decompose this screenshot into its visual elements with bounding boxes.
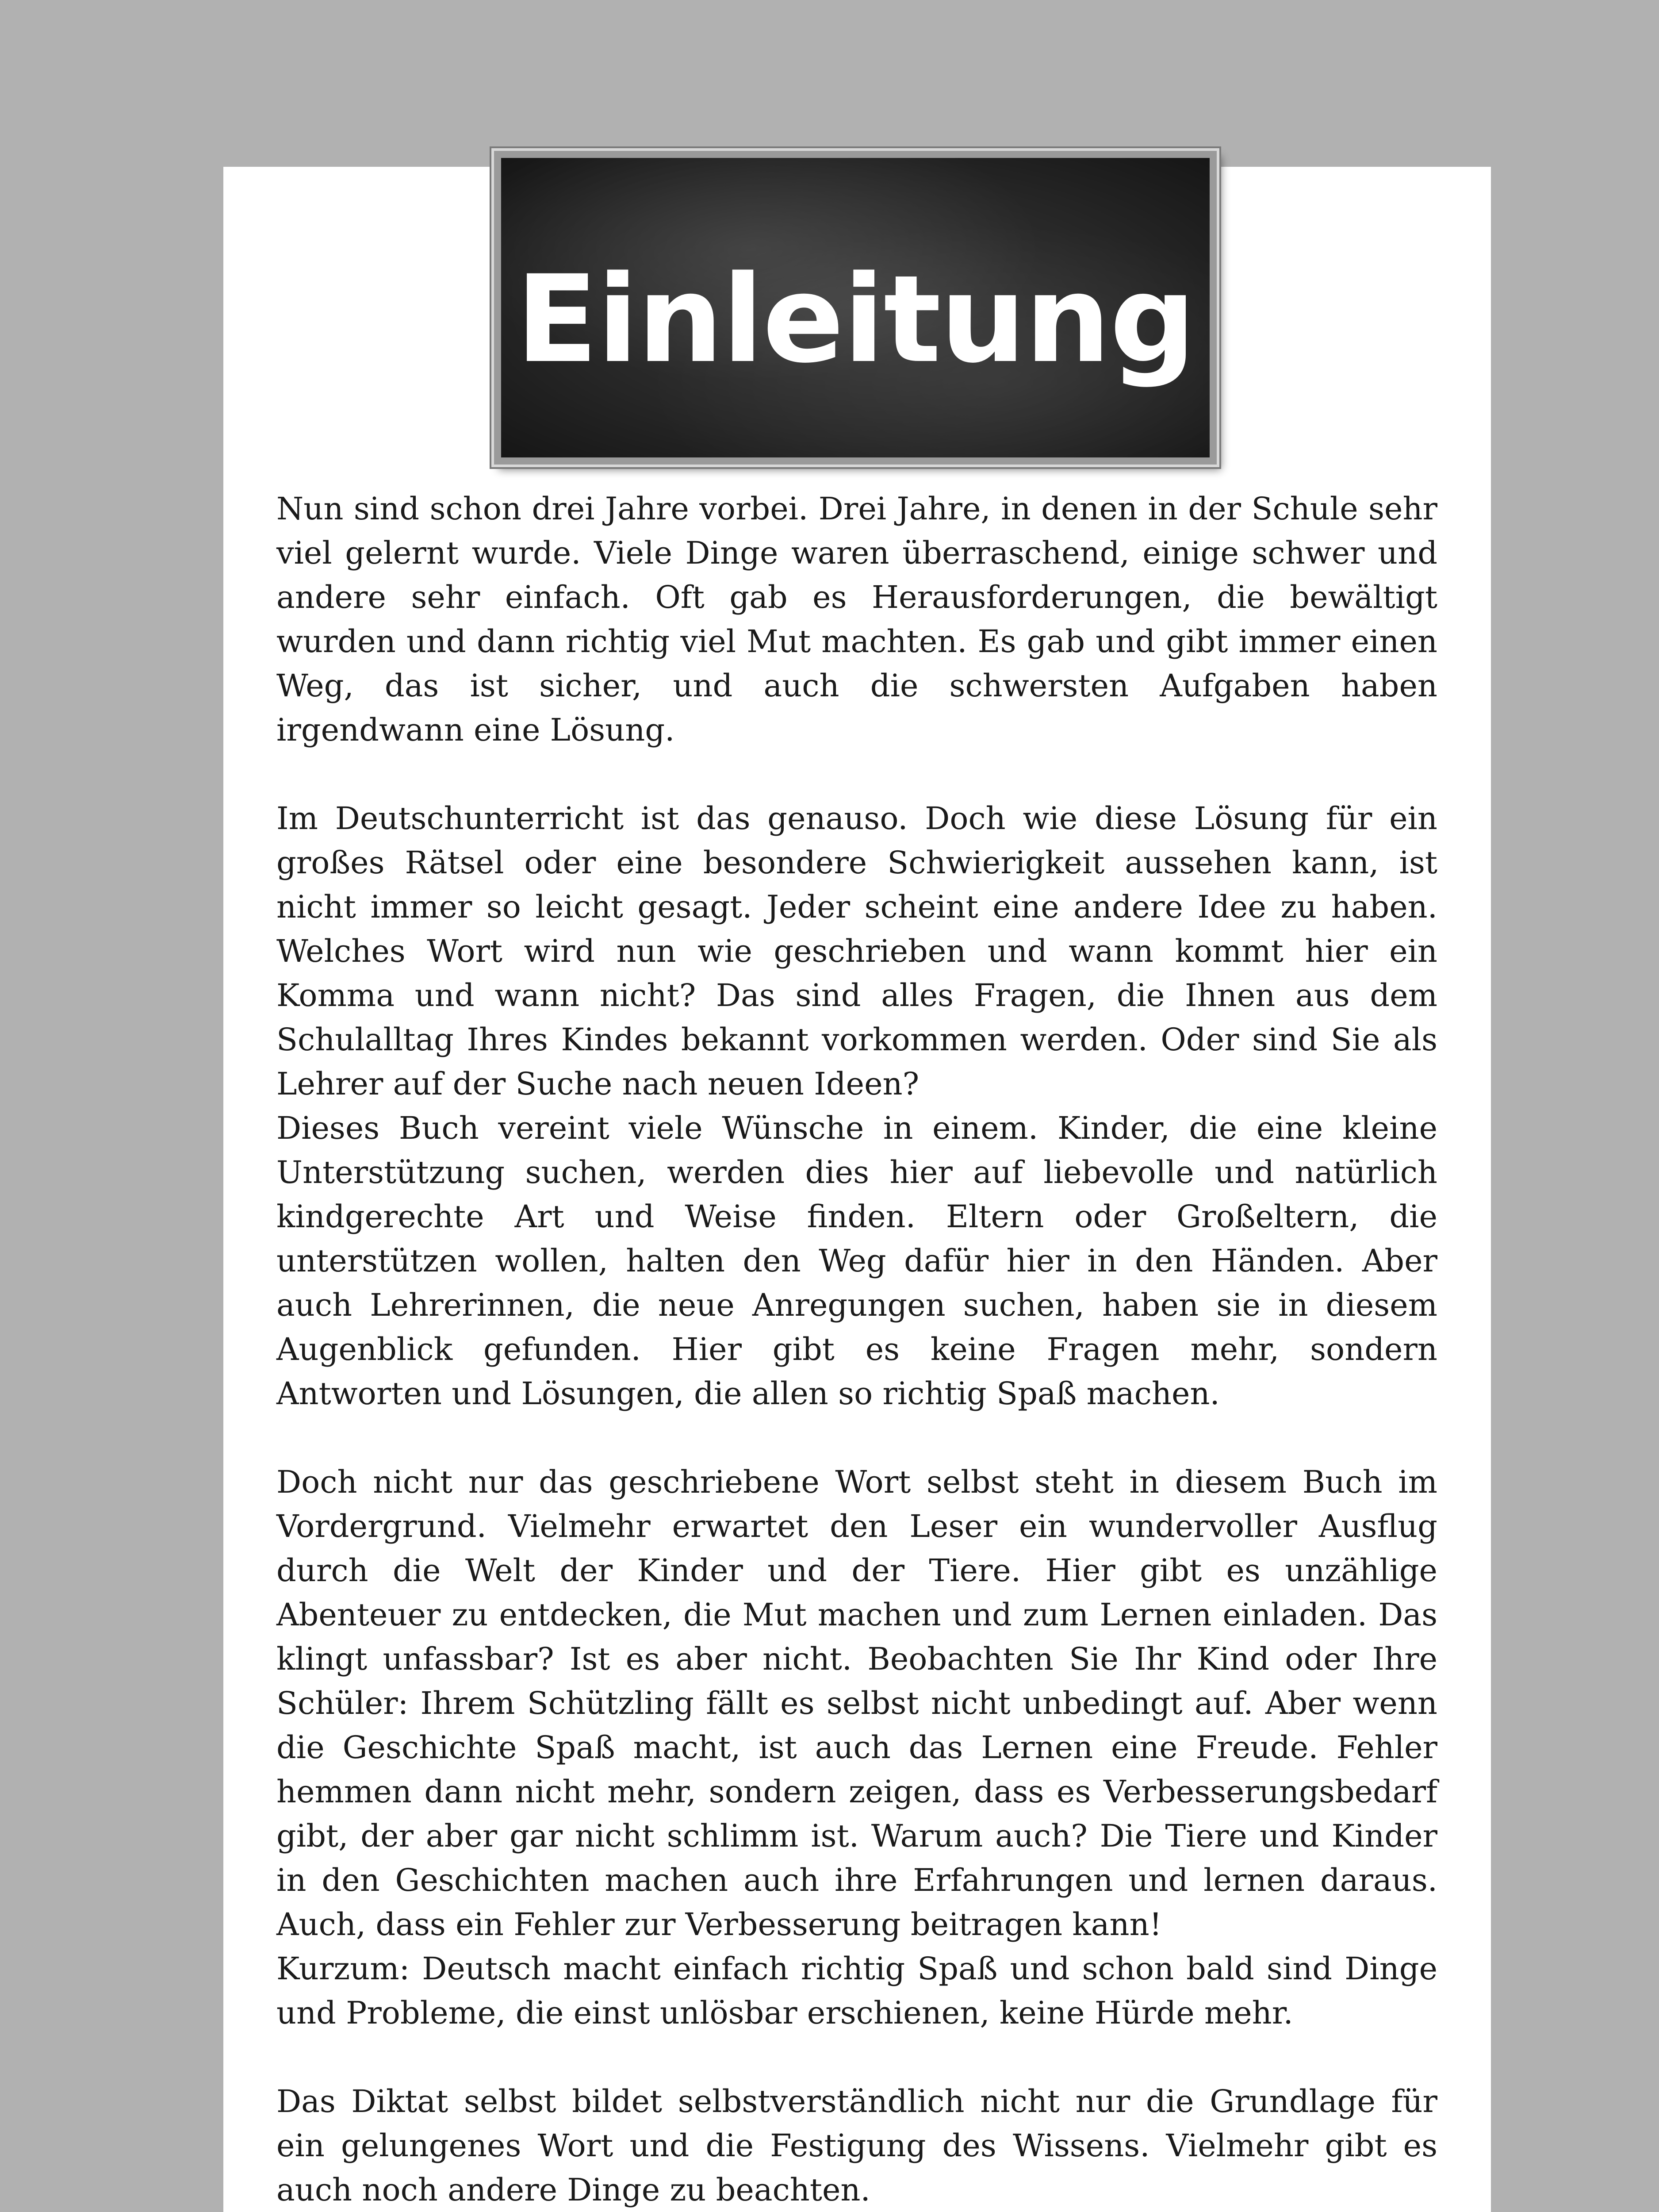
body-text	[276, 487, 1437, 2212]
page-title: Einleitung	[516, 250, 1195, 390]
chalkboard-title-banner	[494, 151, 1217, 465]
paragraph: Nun sind schon drei Jahre vorbei. Drei Jahre, in denen in der Schule sehr viel gelernt wurde. Viele Dinge waren überraschend, einige schwer und andere sehr einfach. Oft gab es Herausforderungen, die bewältigt wurden und dann richtig viel Mut machten. Es gab und gibt immer einen Weg, das ist sicher, und auch die schwersten Aufgaben haben irgendwann eine Lösung.	[276, 491, 1437, 748]
paragraph: Doch nicht nur das geschriebene Wort selbst steht in diesem Buch im Vordergrund. Vielmehr erwartet den Leser ein wundervoller Ausflug durch die Welt der Kinder und der Tiere. Hier gibt es unzählige Abenteuer zu entdecken, die Mut machen und zum Lernen einladen. Das klingt unfassbar? Ist es aber nicht. Beobachten Sie Ihr Kind oder Ihre Schüler: Ihrem Schützling fällt es selbst nicht unbedingt auf. Aber wenn die Geschichte Spaß macht, ist auch das Lernen eine Freude. Fehler hemmen dann nicht mehr, sondern zeigen, dass es Verbesserungsbedarf gibt, der aber gar nicht schlimm ist. Warum auch? Die Tiere und Kinder in den Geschichten machen auch ihre Erfahrungen und lernen daraus. Auch, dass ein Fehler zur Verbesserung beitragen kann!	[276, 1464, 1437, 1943]
paragraph: Im Deutschunterricht ist das genauso. Doch wie diese Lösung für ein großes Rätsel oder eine besondere Schwierigkeit aussehen kann, ist nicht immer so leicht gesagt. Jeder scheint eine andere Idee zu haben. Welches Wort wird nun wie geschrieben und wann kommt hier ein Komma und wann nicht? Das sind alles Fragen, die Ihnen aus dem Schulalltag Ihres Kindes bekannt vorkommen werden. Oder sind Sie als Lehrer auf der Suche nach neuen Ideen?	[276, 800, 1437, 1102]
paragraph: Das Diktat selbst bildet selbstverständlich nicht nur die Grundlage für ein gelungenes Wort und die Festigung des Wissens. Vielmehr gibt es auch noch andere Dinge zu beachten.	[276, 2083, 1437, 2208]
paragraph: Kurzum: Deutsch macht einfach richtig Spaß und schon bald sind Dinge und Probleme, die einst unlösbar erschienen, keine Hürde mehr.	[276, 1951, 1437, 2031]
paragraph: Dieses Buch vereint viele Wünsche in einem. Kinder, die eine kleine Unterstützung suchen, werden dies hier auf liebevolle und natürlich kindgerechte Art und Weise finden. Eltern oder Großeltern, die unterstützen wollen, halten den Weg dafür hier in den Händen. Aber auch Lehrerinnen, die neue Anregungen suchen, haben sie in diesem Augenblick gefunden. Hier gibt es keine Fragen mehr, sondern Antworten und Lösungen, die allen so richtig Spaß machen.	[276, 1110, 1437, 1412]
